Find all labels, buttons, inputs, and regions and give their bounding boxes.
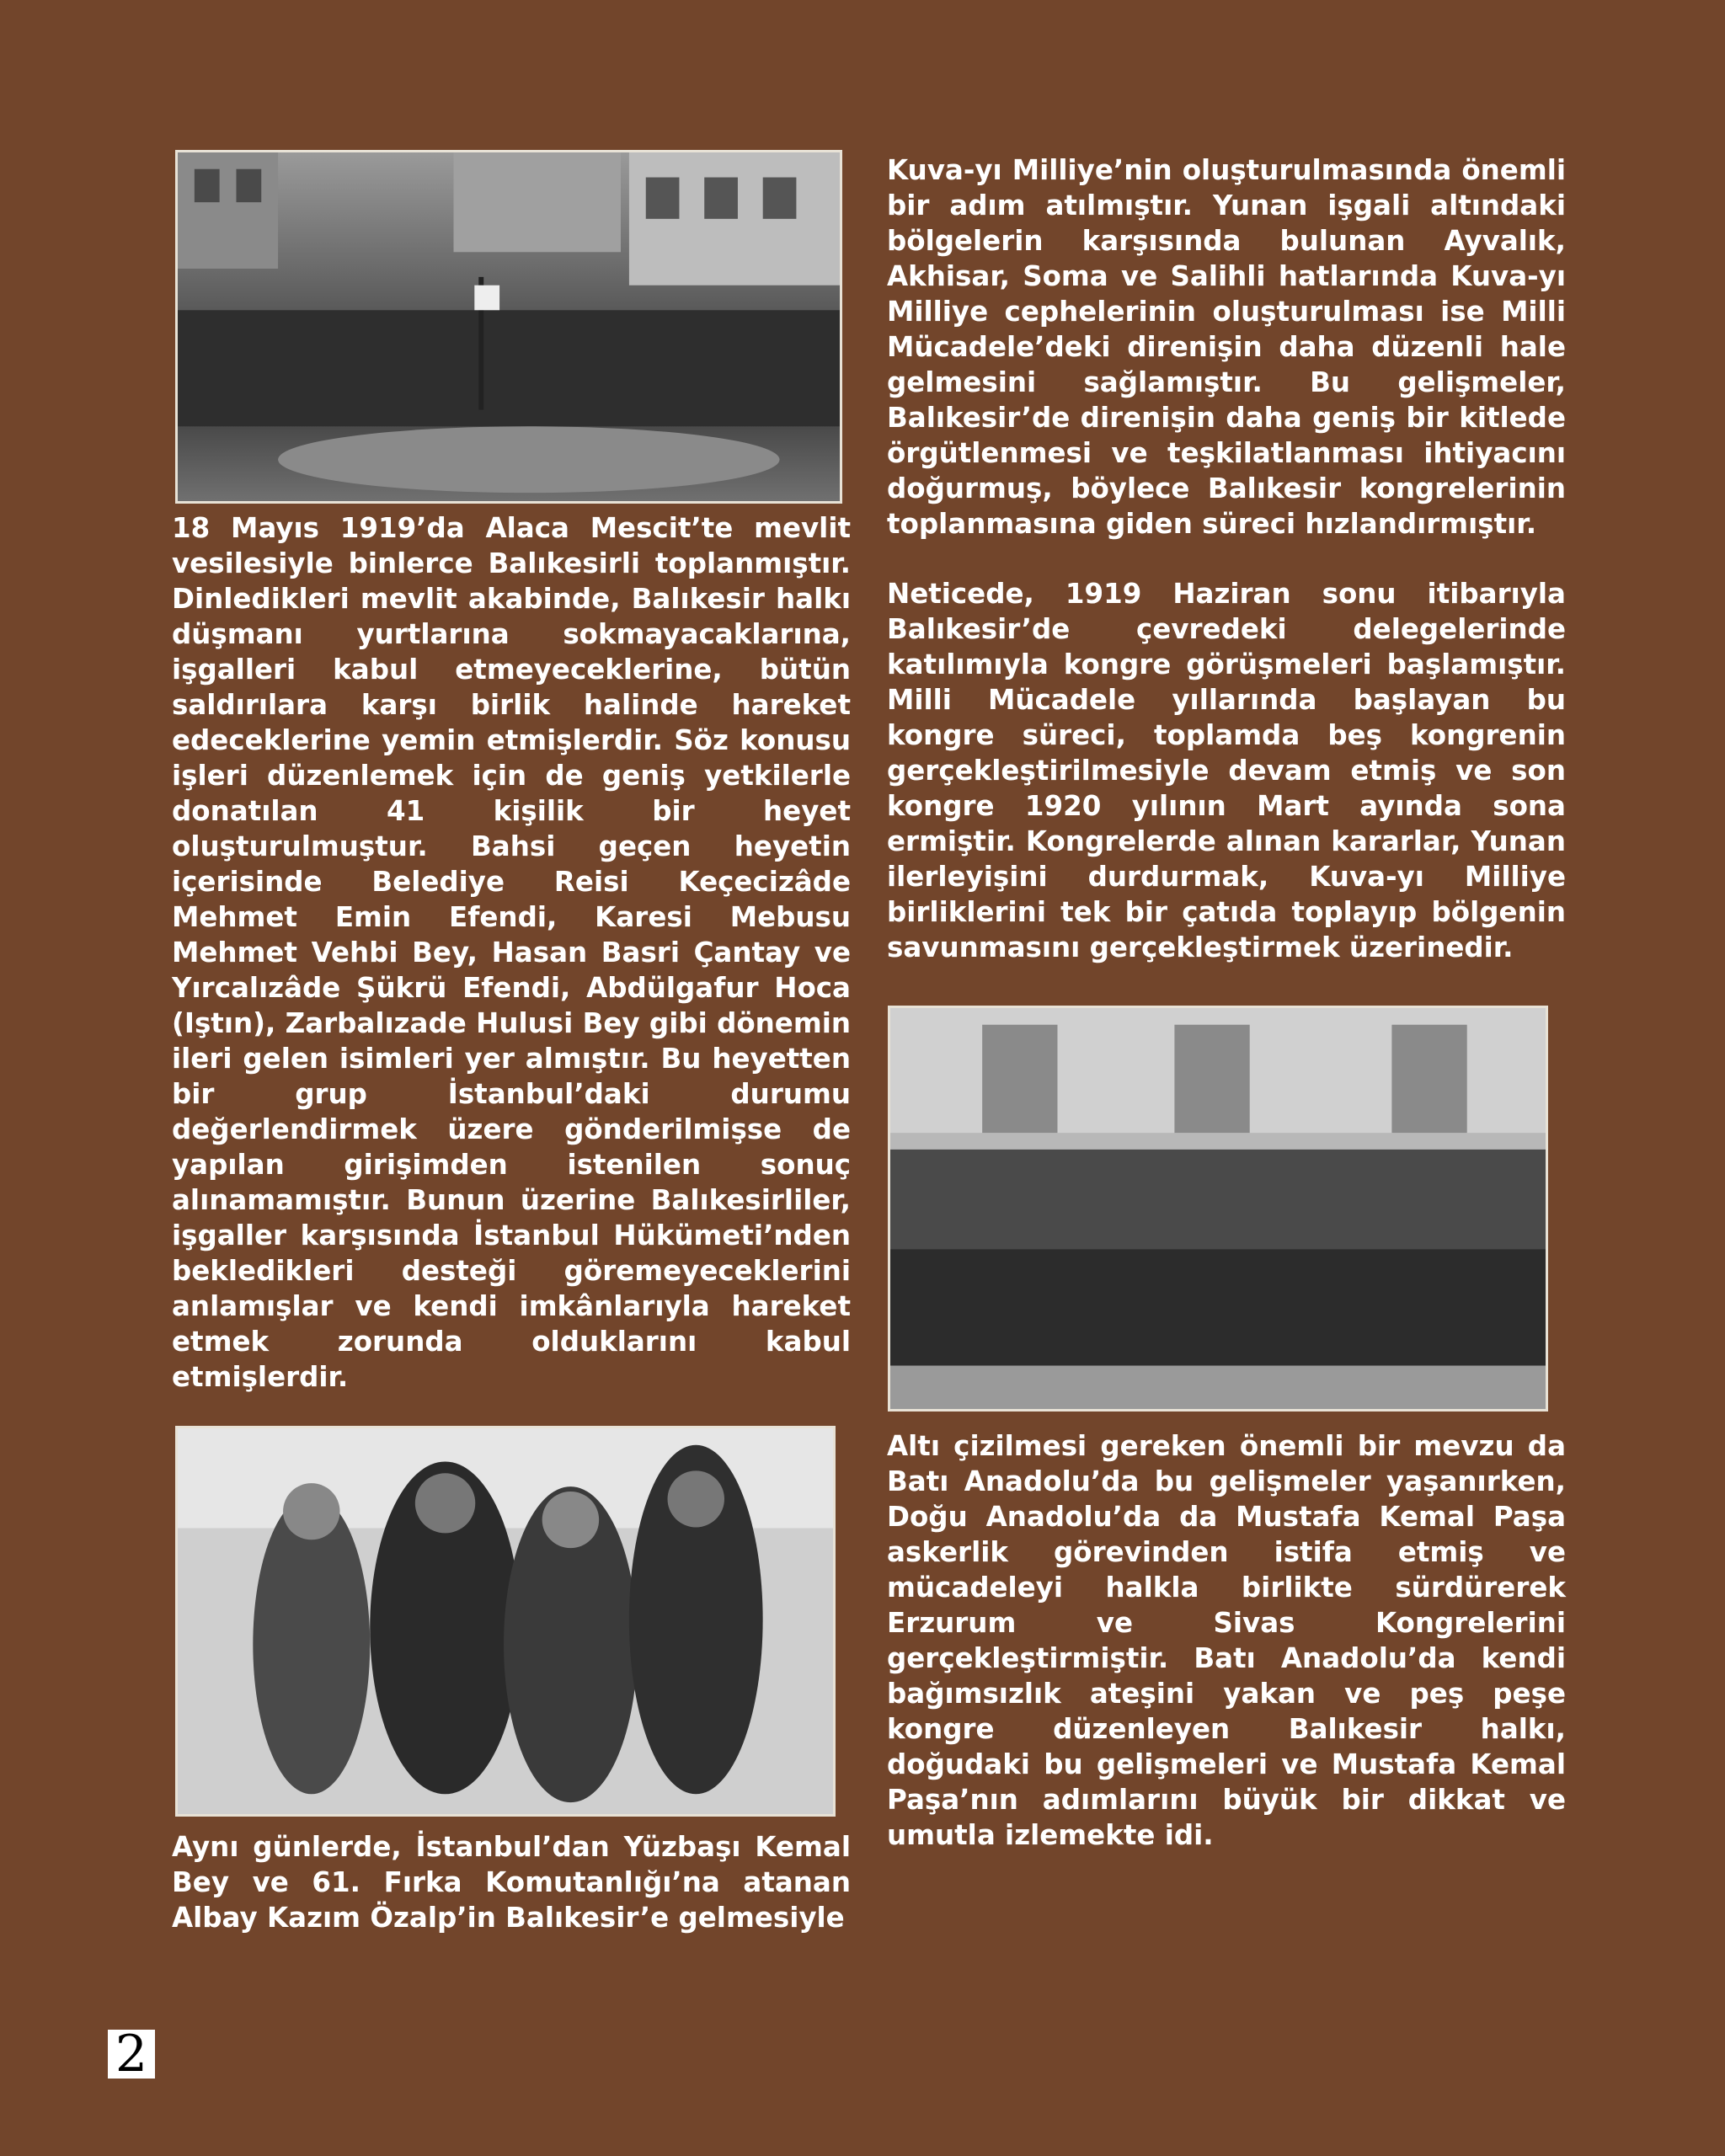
page-number: 2 bbox=[108, 2030, 155, 2079]
right-paragraph-3: Altı çizilmesi gereken önemli bir mevzu da Batı Anadolu’da bu gelişmeler yaşanırken, Doğu Anadolu’da da Mustafa Kemal Paşa askerlik görevinden istifa etmiş ve mücadeleyi halkla birlikte sürdürerek Erzurum ve Sivas Kongrelerini gerçekleştirmiştir. Batı Anadolu’da kendi bağımsızlık ateşini yakan ve peş peşe kongre düzenleyen Balıkesir halkı, doğudaki bu gelişmeleri ve Mustafa Kemal Paşa’nın adımlarını büyük bir dikkat ve umutla izlemekte idi. bbox=[887, 1430, 1566, 1851]
right-paragraph-1: Kuva-yı Milliye’nin oluşturulmasında önemli bir adım atılmıştır. Yunan işgali altındaki bölgelerin karşısında bulunan Ayvalık, Akhisar, Soma ve Salihli hatlarında Kuva-yı Milliye cephelerinin oluşturulması ise Milli Mücadele’deki direnişin daha düzenli hale gelmesini sağlamıştır. Bu gelişmeler, Balıkesir’de direnişin daha geniş bir kitlede örgütlenmesi ve teşkilatlanması ihtiyacını doğurmuş, böylece Balıkesir kongrelerinin toplanmasına giden süreci hızlandırmıştır. bbox=[887, 154, 1566, 540]
right-paragraph-2: Neticede, 1919 Haziran sonu itibarıyla Balıkesir’de çevredeki delegelerinde katılımıyla kongre görüşmeleri başlamıştır. Milli Mücadele yıllarında başlayan bu kongre süreci, toplamda beş kongrenin gerçekleştirilmesiyle devam etmiş ve son kongre 1920 yılının Mart ayında sona ermiştir. Kongrelerde alınan kararlar, Yunan ilerleyişini durdurmak, Kuva-yı Milliye birliklerini tek bir çatıda toplayıp bölgenin savunmasını gerçekleştirmek üzerinedir. bbox=[887, 578, 1566, 963]
photo-congress-delegates bbox=[888, 1006, 1548, 1412]
photo-militia-group bbox=[175, 1426, 836, 1817]
left-paragraph-1: 18 Mayıs 1919’da Alaca Mescit’te mevlit vesilesiyle binlerce Balıkesirli toplanmıştır. Dinledikleri mevlit akabinde, Balıkesir halkı düşmanı yurtlarına sokmayacaklarına, işgalleri kabul etmeyeceklerine, bütün saldırılara karşı birlik halinde hareket edeceklerine yemin etmişlerdir. Söz konusu işleri düzenlemek için de geniş yetkilerle donatılan 41 kişilik bir heyet oluşturulmuştur. Bahsi geçen heyetin içerisinde Belediye Reisi Keçecizâde Mehmet Emin Efendi, Karesi Mebusu Mehmet Vehbi Bey, Hasan Basri Çantay ve Yırcalızâde Şükrü Efendi, Abdülgafur Hoca (Iştın), Zarbalızade Hulusi Bey gibi dönemin ileri gelen isimleri yer almıştır. Bu heyetten bir grup İstanbul’daki durumu değerlendirmek üzere gönderilmişse de yapılan girişimden istenilen sonuç alınamamıştır. Bunun üzerine Balıkesirliler, işgaller karşısında İstanbul Hükümeti’nden bekledikleri desteği göremeyeceklerini anlamışlar ve kendi imkânlarıyla hareket etmek zorunda olduklarını kabul etmişlerdir. bbox=[172, 512, 851, 1393]
photo-crowd-gathering bbox=[175, 150, 842, 504]
left-paragraph-2: Aynı günlerde, İstanbul’dan Yüzbaşı Kemal Bey ve 61. Fırka Komutanlığı’na atanan Albay Kazım Özalp’in Balıkesir’e gelmesiyle bbox=[172, 1831, 851, 1934]
